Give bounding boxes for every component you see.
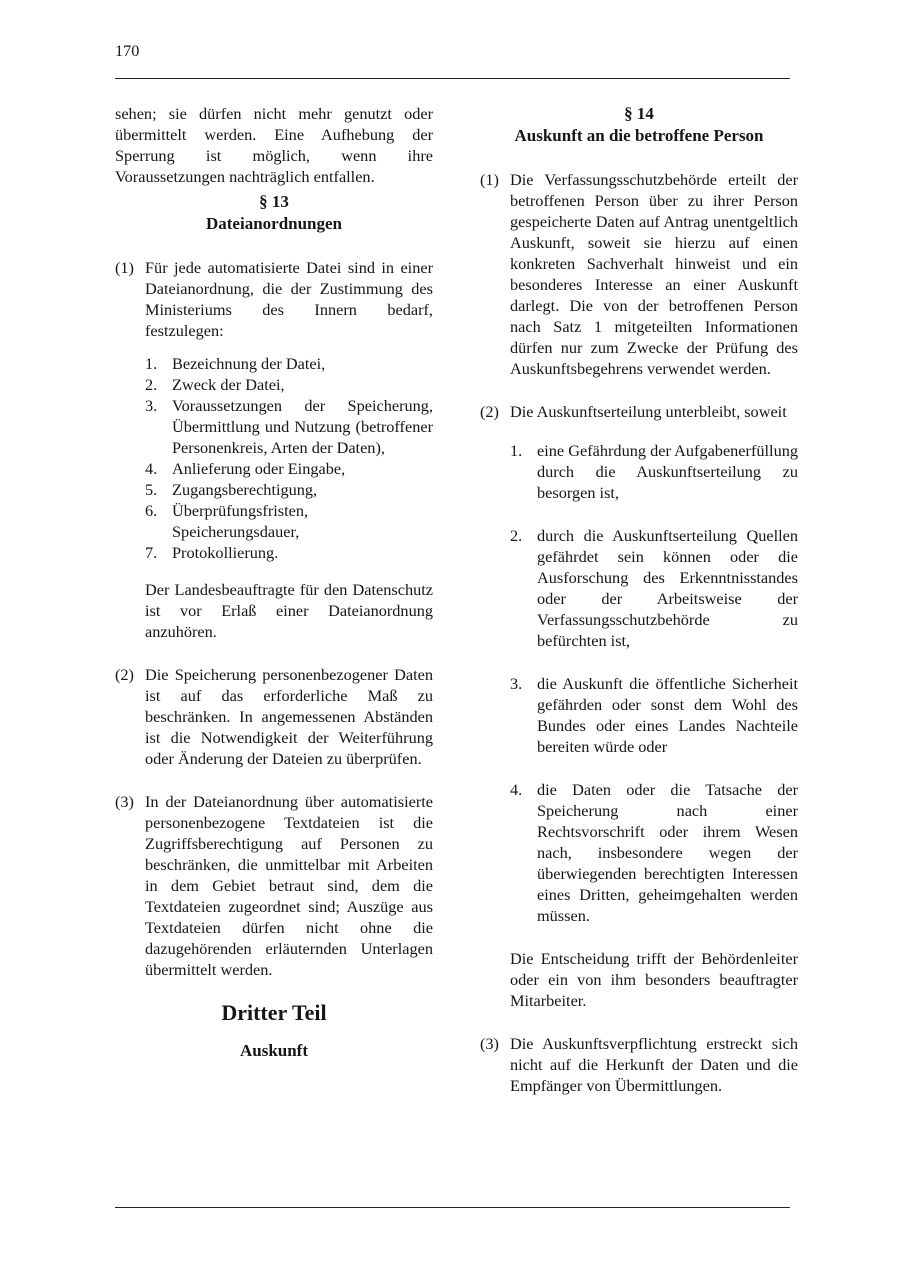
paragraph-text: Die Speicherung personenbezogener Daten ist auf das erforderliche Maß zu beschränken. In angemessenen Abständen ist die Notwendigkeit der Weiterführung oder Änderung der Dateien zu überprüfen. [145, 665, 433, 768]
part-title: Dritter Teil [221, 1000, 327, 1025]
list-item: 5. Zugangsberechtigung, [145, 480, 318, 499]
paragraph-number: (3) [115, 792, 134, 811]
list-item: 6. Überprüfungsfristen, Speicherungsdauer, [145, 501, 309, 541]
footer-rule [115, 1207, 790, 1208]
paragraph-text: Die Auskunftsverpflichtung erstreckt sich nicht auf die Herkunft der Daten und die Empfänger von Übermittlungen. [510, 1034, 798, 1095]
s14-p2-after-text: Die Entscheidung trifft der Behördenleiter oder ein von ihm besonders beauftragter Mitarbeiter. [510, 949, 798, 1010]
list-item: 4. Anlieferung oder Eingabe, [145, 459, 346, 478]
list-item: 4. die Daten oder die Tatsache der Speicherung nach einer Rechtsvorschrift oder ihrem Wesen nach, insbesondere wegen der überwiegenden berechtigten Interessen eines Dritten, geheimgehalten werden müssen. [510, 780, 798, 925]
part-subtitle: Auskunft [239, 1041, 309, 1060]
list-item: 2. durch die Auskunftserteilung Quellen gefährdet sein können oder die Ausforschung des Erkenntnisstandes oder der Arbeitsweise der Verfassungsschutzbehörde zu befürchten ist, [510, 526, 798, 650]
s14-paragraph-2 [480, 401, 798, 422]
paragraph-number: (3) [480, 1034, 499, 1053]
list-item: 2. Zweck der Datei, [145, 375, 285, 394]
list-item: 7. Protokollierung. [145, 543, 279, 562]
paragraph-text: Für jede automatisierte Datei sind in einer Dateianordnung, die der Zustimmung des Ministeriums des Innern bedarf, festzulegen: [145, 258, 433, 340]
s14-p2-list [480, 440, 798, 926]
paragraph-text: Die Verfassungsschutzbehörde erteilt der betroffenen Person über zu ihrer Person gespeicherte Daten auf Antrag unentgeltlich Auskunft, soweit sie hierzu auf einen konkreten Sachverhalt hinweist und ein besonderes Interesse an einer Auskunft darlegt. Die von der betroffenen Person nach Satz 1 mitgeteilten Informationen dürfen nur zum Zwecke der Prüfung des Auskunftsbegehrens verwendet werden. [510, 170, 798, 378]
s14-paragraph-1 [480, 169, 798, 379]
list-item: 1. Bezeichnung der Datei, [145, 354, 326, 373]
paragraph-number: (1) [480, 170, 499, 189]
continuation-text: sehen; sie dürfen nicht mehr genutzt oder übermittelt werden. Eine Aufhebung der Sperrung ist möglich, wenn ihre Voraussetzungen nachträglich entfallen. [115, 104, 433, 186]
section-14-number: § 14 [624, 104, 654, 123]
paragraph-number: (1) [115, 258, 134, 277]
section-13-number: § 13 [259, 192, 289, 211]
s14-paragraph-3 [480, 1033, 798, 1096]
paragraph-number: (2) [480, 402, 499, 421]
header-rule [115, 78, 790, 79]
page-number: 170 [115, 41, 140, 60]
s13-paragraph-1 [115, 257, 433, 341]
list-item: 3. die Auskunft die öffentliche Sicherheit gefährden oder sonst dem Wohl des Bundes oder eines Landes Nachteile bereiten würde oder [510, 674, 798, 756]
s13-p1-after-text: Der Landesbeauftragte für den Datenschutz ist vor Erlaß einer Dateianordnung anzuhören. [145, 580, 433, 641]
list-item: 3. Voraussetzungen der Speicherung, Übermittlung und Nutzung (betroffener Personenkreis, Arten der Daten), [145, 396, 433, 457]
paragraph-text: Die Auskunftserteilung unterbleibt, soweit [510, 402, 787, 421]
list-item: 1. eine Gefährdung der Aufgabenerfüllung durch die Auskunftserteilung zu besorgen ist, [510, 441, 798, 502]
s13-paragraph-3 [115, 791, 433, 980]
paragraph-number: (2) [115, 665, 134, 684]
s13-paragraph-2 [115, 664, 433, 769]
paragraph-text: In der Dateianordnung über automatisierte personenbezogene Textdateien ist die Zugriffsberechtigung auf Personen zu beschränken, die unmittelbar mit Arbeiten in dem Gebiet betraut sind, dem die Textdateien zugeordnet sind; Auszüge aus Textdateien dürfen nicht ohne die dazugehörenden erläuternden Unterlagen übermittelt werden. [145, 792, 433, 979]
s13-p1-list [115, 353, 433, 563]
left-column [115, 103, 433, 1062]
section-14-title: Auskunft an die betroffene Person [514, 126, 764, 145]
section-13-title: Dateianordnungen [205, 214, 343, 233]
right-column [480, 103, 798, 1096]
